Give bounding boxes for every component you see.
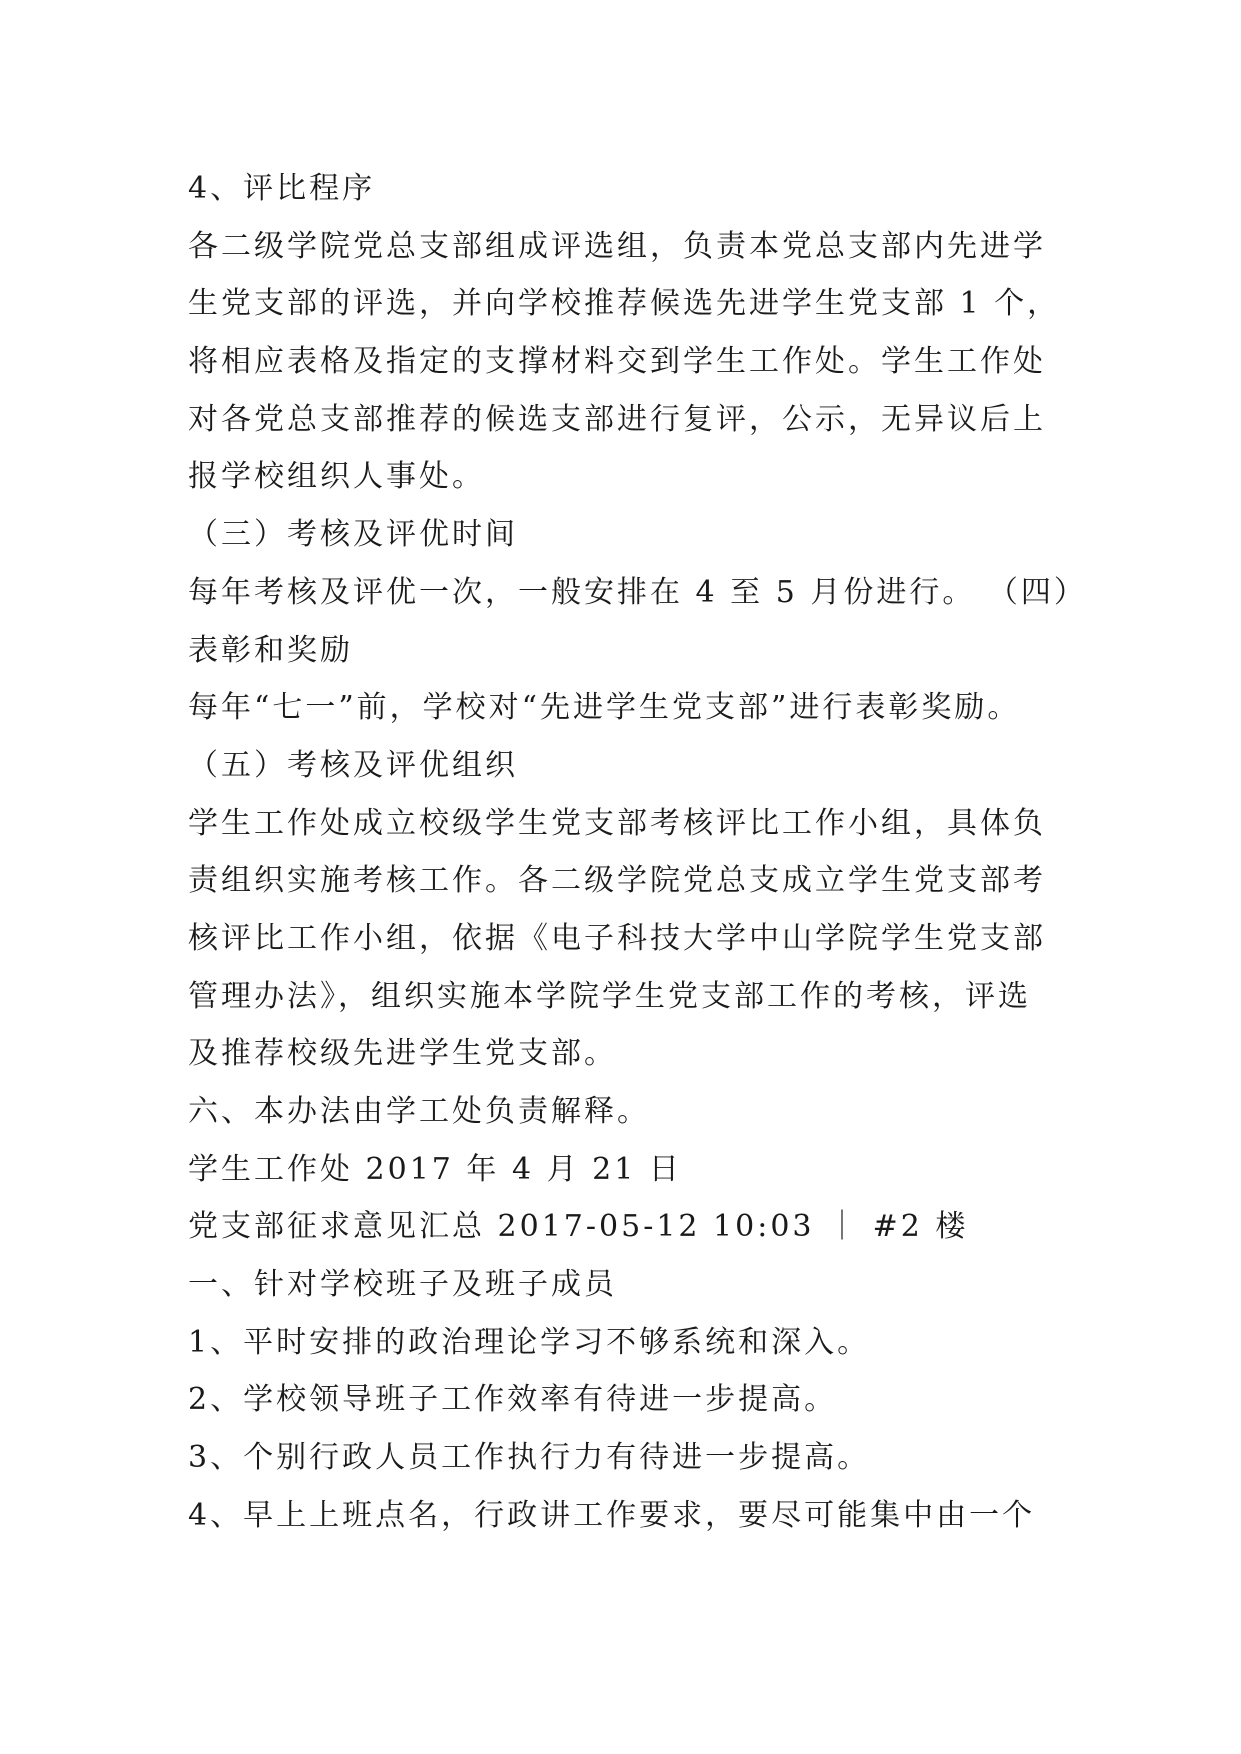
signature-line: 学生工作处 2017 年 4 月 21 日 (188, 1151, 682, 1187)
paragraph-line: 对各党总支部推荐的候选支部进行复评，公示，无异议后上 (188, 401, 1046, 437)
paragraph-line: 及推荐校级先进学生党支部。 (188, 1036, 617, 1072)
list-item: 3、个别行政人员工作执行力有待进一步提高。 (188, 1440, 871, 1476)
list-item: 4、早上上班点名，行政讲工作要求，要尽可能集中由一个 (188, 1497, 1036, 1533)
paragraph-line: 学生工作处成立校级学生党支部考核评比工作小组，具体负 (188, 805, 1046, 841)
paragraph-line: 报学校组织人事处。 (188, 459, 485, 495)
post-header: 党支部征求意见汇总 2017-05-12 10:03 ｜ #2 楼 (188, 1209, 969, 1245)
section-heading: （五）考核及评优组织 (188, 747, 518, 783)
paragraph-line: 核评比工作小组，依据《电子科技大学中山学院学生党支部 (188, 920, 1046, 956)
document-body (188, 160, 1088, 1545)
list-item: 2、学校领导班子工作效率有待进一步提高。 (188, 1382, 838, 1418)
paragraph-line: 每年考核及评优一次，一般安排在 4 至 5 月份进行。 （四） (188, 574, 1087, 610)
paragraph-line: 责组织实施考核工作。各二级学院党总支成立学生党支部考 (188, 863, 1046, 899)
paragraph-line: 每年“七一”前，学校对“先进学生党支部”进行表彰奖励。 (188, 690, 1021, 726)
section-heading: 表彰和奖励 (188, 632, 353, 668)
paragraph-line: 生党支部的评选，并向学校推荐候选先进学生党支部 1 个， (188, 286, 1061, 322)
paragraph-line: 六、本办法由学工处负责解释。 (188, 1094, 650, 1129)
section-heading: 一、针对学校班子及班子成员 (188, 1267, 617, 1303)
list-item: 1、平时安排的政治理论学习不够系统和深入。 (188, 1324, 871, 1360)
section-heading: （三）考核及评优时间 (188, 517, 518, 553)
paragraph-line: 将相应表格及指定的支撑材料交到学生工作处。学生工作处 (188, 344, 1046, 380)
section-heading: 4、评比程序 (188, 171, 376, 206)
paragraph-line: 各二级学院党总支部组成评选组，负责本党总支部内先进学 (188, 228, 1046, 264)
paragraph-line: 管理办法》，组织实施本学院学生党支部工作的考核，评选 (188, 978, 1031, 1014)
